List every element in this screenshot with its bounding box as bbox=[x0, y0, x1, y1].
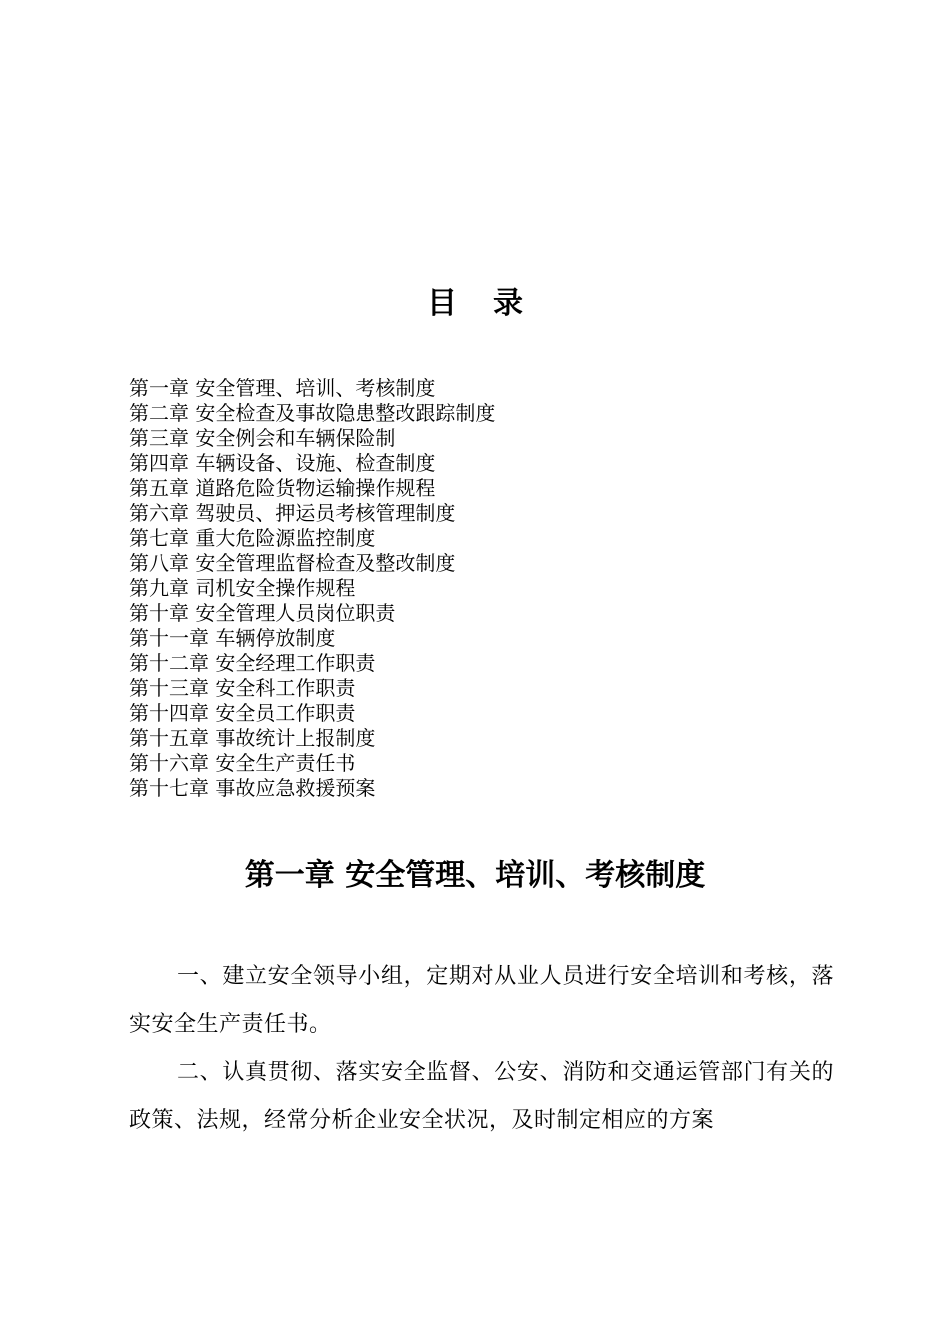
toc-item[interactable]: 第十六章 安全生产责任书 bbox=[129, 751, 356, 775]
toc-item[interactable]: 第八章 安全管理监督检查及整改制度 bbox=[129, 551, 456, 575]
toc-item[interactable]: 第十五章 事故统计上报制度 bbox=[129, 726, 376, 750]
toc-item[interactable]: 第一章 安全管理、培训、考核制度 bbox=[129, 376, 436, 400]
toc-item[interactable]: 第十二章 安全经理工作职责 bbox=[129, 651, 376, 675]
toc-item[interactable]: 第二章 安全检查及事故隐患整改跟踪制度 bbox=[129, 401, 496, 425]
toc-title-part2: 录 bbox=[493, 286, 523, 321]
toc-item[interactable]: 第九章 司机安全操作规程 bbox=[129, 576, 356, 600]
toc-item[interactable]: 第十一章 车辆停放制度 bbox=[129, 626, 336, 650]
body-paragraph: 二、认真贯彻、落实安全监督、公安、消防和交通运管部门有关的政策、法规，经常分析企业安全状况，及时制定相应的方案 bbox=[129, 1060, 834, 1133]
chapter-heading: 第一章 安全管理、培训、考核制度 bbox=[244, 858, 706, 893]
chapter-body bbox=[129, 953, 834, 1145]
toc-item[interactable]: 第六章 驾驶员、押运员考核管理制度 bbox=[129, 501, 456, 525]
body-paragraph: 一、建立安全领导小组，定期对从业人员进行安全培训和考核，落实安全生产责任书。 bbox=[129, 964, 834, 1037]
toc-item[interactable]: 第四章 车辆设备、设施、检查制度 bbox=[129, 451, 436, 475]
toc-item[interactable]: 第五章 道路危险货物运输操作规程 bbox=[129, 476, 436, 500]
toc-title bbox=[0, 282, 950, 326]
toc-item[interactable]: 第十章 安全管理人员岗位职责 bbox=[129, 601, 396, 625]
toc-item[interactable]: 第十三章 安全科工作职责 bbox=[129, 676, 356, 700]
toc-item[interactable]: 第十七章 事故应急救援预案 bbox=[129, 776, 376, 800]
toc-title-part1: 目 bbox=[427, 286, 457, 321]
toc-list bbox=[129, 376, 495, 801]
toc-item[interactable]: 第十四章 安全员工作职责 bbox=[129, 701, 356, 725]
toc-item[interactable]: 第七章 重大危险源监控制度 bbox=[129, 526, 376, 550]
toc-item[interactable]: 第三章 安全例会和车辆保险制 bbox=[129, 426, 396, 450]
